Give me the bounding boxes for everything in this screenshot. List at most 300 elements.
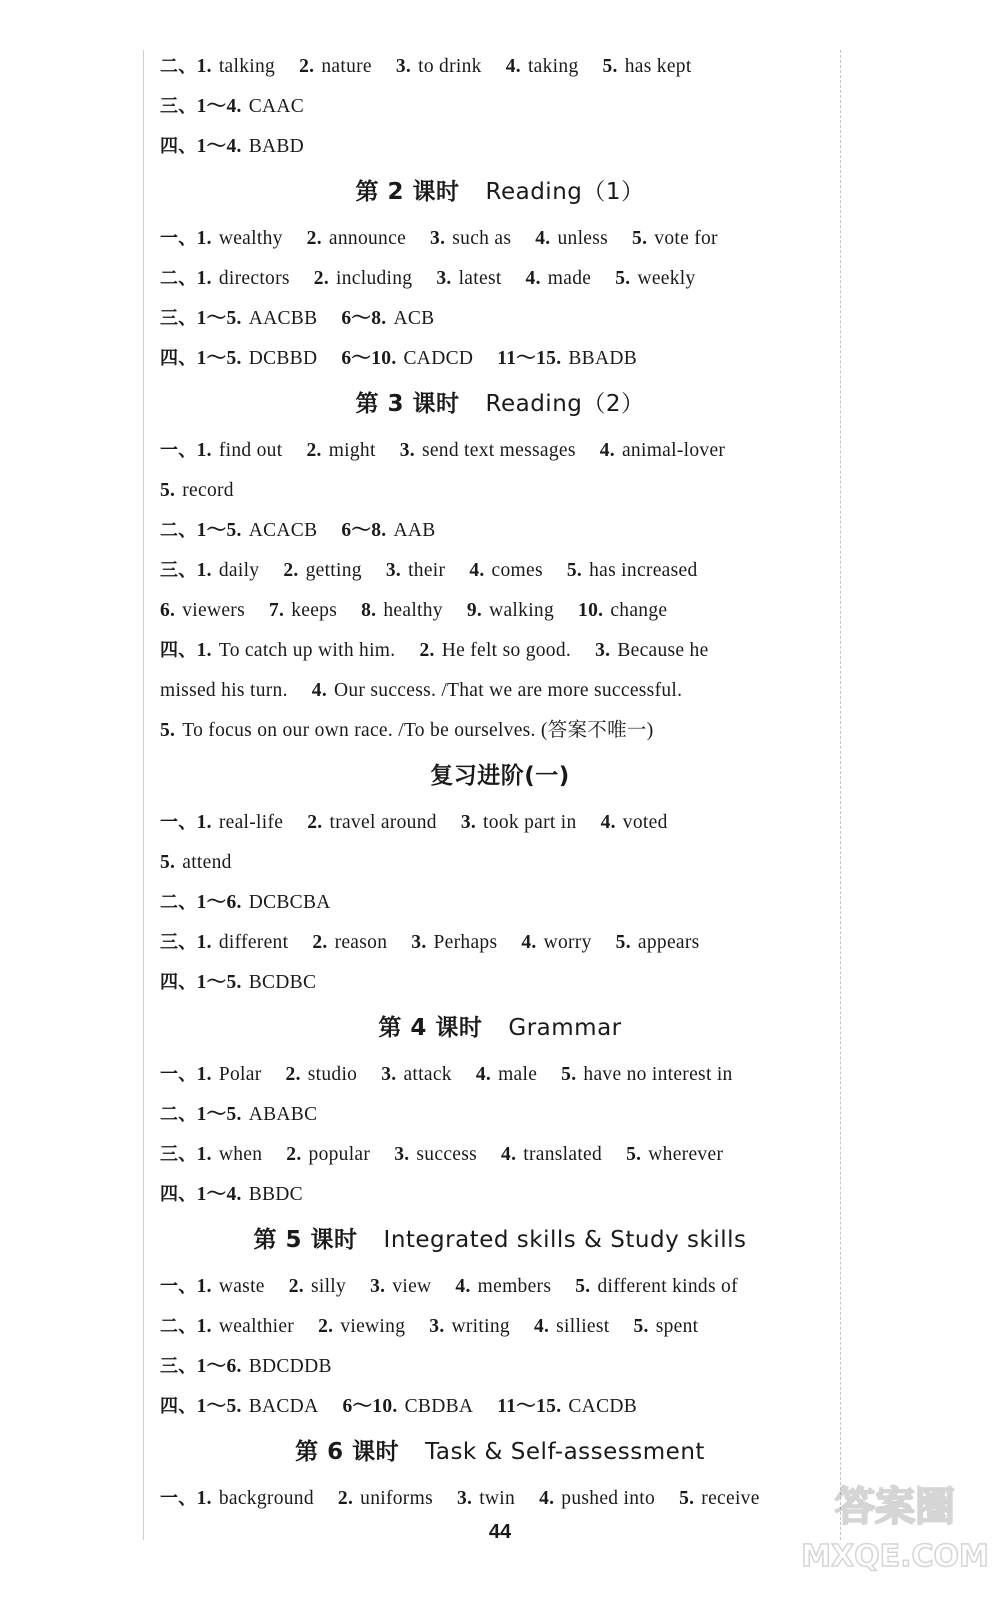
answer-item [197,1394,319,1417]
question-number: 5. [575,1276,591,1297]
lesson-heading [160,1214,840,1266]
answer-item [521,930,591,953]
lesson-heading [160,1426,840,1478]
answer-text: CACDB [568,1396,638,1417]
question-number: 3. [395,56,412,77]
question-number: 5. [679,1488,695,1509]
answer-item [289,1274,346,1297]
answer-text: keeps [291,600,338,621]
answer-key-content [160,46,840,1518]
answer-text: worry [543,932,592,953]
answer-text: vote for [654,228,718,249]
question-number: 4. [469,560,485,581]
answer-item [269,598,337,621]
answer-item [539,1486,655,1509]
question-number: 1. [196,932,212,953]
answer-text: send text messages [421,440,576,461]
answer-text: directors [218,268,290,289]
question-number: 3. [595,640,611,661]
lesson-heading-cn: 第 2 课时 [355,179,460,205]
answer-item [626,1142,723,1165]
watermark-text-bottom: MXQE.COM [801,1539,989,1574]
answer-line [160,590,840,630]
answer-item [561,1062,732,1085]
answer-text: daily [218,560,260,581]
answer-item [160,598,245,621]
question-number: 1～5. [196,972,242,993]
question-number: 1～4. [196,1184,242,1205]
lesson-heading-en: Grammar [508,1015,622,1041]
answer-item [197,266,290,289]
question-number: 5. [626,1144,642,1165]
question-number: 5. [566,560,583,581]
answer-line [160,882,840,922]
question-number: 1. [196,560,212,581]
answer-line [160,1386,840,1426]
answer-item [616,930,700,953]
answer-text: AACBB [248,308,318,329]
answer-line [160,550,840,590]
question-number: 10. [578,600,604,621]
answer-item [312,930,387,953]
answer-line [160,430,840,470]
answer-item [197,1062,262,1085]
question-number: 3. [385,560,402,581]
question-number: 2. [306,228,322,249]
question-number: 5. [632,228,648,249]
answer-item [370,1274,431,1297]
answer-item [306,438,375,461]
answer-item [197,1102,318,1125]
answer-line [160,126,840,166]
question-number: 3. [456,1488,473,1509]
answer-item [634,1314,699,1337]
answer-text: to drink [418,56,482,77]
answer-text: made [547,268,592,289]
answer-text: change [610,600,668,621]
question-number: 4. [599,440,615,461]
answer-text: viewing [340,1316,406,1337]
answer-text: silliest [556,1316,610,1337]
answer-item [197,1486,314,1509]
answer-line [160,962,840,1002]
answer-item [603,54,692,77]
answer-item [318,1314,405,1337]
question-number: 11～15. [497,348,562,369]
question-number: 3. [429,1316,445,1337]
question-number: 6～10. [342,1396,398,1417]
answer-item [197,438,283,461]
question-number: 5. [160,480,176,501]
answer-text: talking [218,56,276,77]
section-marker: 一、 [160,1064,197,1085]
right-margin-rule [840,50,841,1540]
answer-text: Our success. /That we are more successful. [334,680,683,701]
answer-text: their [408,560,446,581]
answer-text: might [328,440,376,461]
answer-text: BCDBC [248,972,317,993]
answer-item [341,306,434,329]
answer-text: missed his turn. [160,680,288,701]
answer-item [197,1314,294,1337]
answer-text: unless [557,228,609,249]
watermark-logo [800,1468,990,1578]
answer-item [197,558,260,581]
section-marker: 四、 [160,348,197,369]
question-number: 7. [268,600,285,621]
answer-text: DCBCBA [248,892,331,913]
answer-text: viewers [182,600,245,621]
answer-item [411,930,497,953]
answer-item [307,810,437,833]
lesson-heading [160,1002,840,1054]
section-marker: 三、 [160,932,197,953]
answer-line [160,1306,840,1346]
section-marker: 二、 [160,1104,197,1125]
question-number: 5. [160,852,176,873]
question-number: 1. [196,228,212,249]
answer-text: view [392,1276,432,1297]
lesson-heading-cn: 第 6 课时 [295,1439,400,1465]
answer-item [341,518,435,541]
question-number: 2. [307,812,323,833]
question-number: 6～8. [341,308,387,329]
question-number: 1～6. [196,1356,242,1377]
question-number: 2. [306,440,322,461]
question-number: 4. [533,1316,550,1337]
answer-text: DCBBD [248,348,318,369]
question-number: 3. [370,1276,386,1297]
answer-item [197,306,318,329]
question-number: 6～10. [341,348,397,369]
answer-text: CADCD [403,348,474,369]
question-number: 1～5. [196,520,242,541]
answer-text: receive [701,1488,760,1509]
answer-item [469,558,543,581]
answer-text: walking [489,600,555,621]
question-number: 4. [521,932,537,953]
section-marker: 二、 [160,892,197,913]
answer-item [679,1486,760,1509]
answer-text: He felt so good. [441,640,572,661]
answer-text: Polar [218,1064,262,1085]
answer-text: getting [305,560,362,581]
answer-item [197,890,331,913]
question-number: 1. [196,1276,212,1297]
answer-text: ABABC [248,1104,318,1125]
answer-line [160,86,840,126]
answer-text: translated [523,1144,603,1165]
answer-item [506,54,579,77]
answer-line [160,1174,840,1214]
answer-item [419,638,571,661]
question-number: 5. [561,1064,577,1085]
question-number: 1. [196,1144,212,1165]
question-number: 6. [160,600,176,621]
question-number: 3. [436,268,452,289]
answer-item [430,226,511,249]
answer-text: BDCDDB [248,1356,332,1377]
lesson-heading-en: Reading（1） [485,179,645,205]
question-number: 2. [299,56,315,77]
answer-text: appears [637,932,700,953]
answer-text: have no interest in [583,1064,733,1085]
left-margin-rule [143,50,144,1540]
answer-text: different kinds of [597,1276,738,1297]
lesson-heading [160,166,840,218]
answer-text: nature [321,56,372,77]
section-marker: 一、 [160,228,197,249]
question-number: 8. [361,600,377,621]
question-number: 1～5. [196,348,242,369]
lesson-heading-en: Reading（2） [485,391,645,417]
answer-item [615,266,695,289]
answer-item [467,598,554,621]
question-number: 2. [312,932,328,953]
answer-item [567,558,698,581]
section-marker: 四、 [160,972,197,993]
answer-item [632,226,718,249]
question-number: 2. [285,1064,301,1085]
question-number: 1～5. [196,1396,242,1417]
answer-item [601,810,668,833]
answer-item [455,1274,551,1297]
answer-text: real-life [218,812,284,833]
answer-item [312,678,683,701]
question-number: 1～5. [196,308,242,329]
answer-text: spent [655,1316,699,1337]
answer-text: when [218,1144,263,1165]
answer-text: ACACB [248,520,318,541]
answer-item [197,518,318,541]
answer-text: BBADB [568,348,638,369]
question-number: 4. [535,228,551,249]
question-number: 2. [313,268,329,289]
section-marker: 二、 [160,56,197,77]
answer-item [436,266,501,289]
answer-text: BABD [248,136,305,157]
answer-item [314,266,413,289]
answer-line [160,922,840,962]
question-number: 5. [633,1316,649,1337]
question-number: 2. [288,1276,304,1297]
question-number: 4. [505,56,521,77]
question-number: 1. [196,812,212,833]
question-number: 5. [160,720,176,741]
question-number: 3. [411,932,427,953]
answer-text: writing [451,1316,510,1337]
answer-item [534,1314,610,1337]
answer-line [160,1346,840,1386]
answer-text: record [182,480,234,501]
answer-item [160,718,654,741]
question-number: 1～4. [196,96,242,117]
answer-line [160,46,840,86]
answer-line [160,630,840,670]
section-marker: 二、 [160,520,197,541]
answer-line [160,670,840,710]
lesson-heading-cn: 复习进阶(一) [430,763,570,789]
section-marker: 三、 [160,560,197,581]
answer-text: healthy [383,600,443,621]
answer-text: has kept [624,56,692,77]
answer-text: animal-lover [621,440,726,461]
answer-item [381,1062,452,1085]
question-number: 4. [539,1488,555,1509]
answer-text: wherever [648,1144,724,1165]
question-number: 1. [196,1064,212,1085]
answer-line [160,470,840,510]
answer-item [394,1142,477,1165]
section-marker: 四、 [160,1184,197,1205]
answer-text: ACB [393,308,435,329]
answer-line [160,1266,840,1306]
answer-text: To focus on our own race. /To be ourselves. (答案不唯一) [182,720,654,741]
question-number: 2. [283,560,299,581]
answer-line [160,1094,840,1134]
answer-item [283,558,362,581]
page-number: 44 [488,1521,512,1543]
question-number: 2. [318,1316,334,1337]
answer-text: popular [308,1144,371,1165]
answer-item [197,810,284,833]
answer-text: latest [458,268,502,289]
answer-item [535,226,608,249]
lesson-heading-en: Task & Self-assessment [425,1439,705,1465]
question-number: 1. [196,1488,212,1509]
answer-text: success [416,1144,478,1165]
answer-text: members [477,1276,552,1297]
section-marker: 三、 [160,1144,197,1165]
answer-line [160,802,840,842]
question-number: 1. [196,268,212,289]
answer-item [197,226,283,249]
answer-item [160,678,288,701]
answer-item [197,94,304,117]
answer-item [361,598,443,621]
answer-line [160,1054,840,1094]
section-marker: 四、 [160,1396,197,1417]
answer-line [160,1478,840,1518]
answer-line [160,1134,840,1174]
question-number: 11～15. [497,1396,562,1417]
answer-text: find out [218,440,283,461]
lesson-heading [160,378,840,430]
question-number: 5. [615,932,631,953]
question-number: 1. [196,640,212,661]
answer-item [197,1354,332,1377]
answer-text: travel around [329,812,437,833]
answer-item [197,134,304,157]
answer-item [286,1062,358,1085]
answer-text: comes [491,560,543,581]
question-number: 5. [615,268,631,289]
answer-line [160,842,840,882]
answer-text: including [336,268,413,289]
answer-item [197,1182,303,1205]
section-marker: 二、 [160,268,197,289]
answer-item [400,438,576,461]
section-marker: 一、 [160,1276,197,1297]
question-number: 4. [501,1144,517,1165]
answer-text: male [498,1064,538,1085]
answer-text: uniforms [360,1488,433,1509]
answer-text: such as [452,228,512,249]
lesson-heading-en: Integrated skills & Study skills [383,1227,747,1253]
answer-item [476,1062,537,1085]
answer-item [429,1314,510,1337]
question-number: 4. [455,1276,471,1297]
answer-item [307,226,406,249]
section-marker: 一、 [160,440,197,461]
answer-item [197,970,317,993]
answer-text: voted [622,812,668,833]
question-number: 3. [381,1064,397,1085]
lesson-heading-cn: 第 5 课时 [253,1227,358,1253]
answer-item [286,1142,370,1165]
section-marker: 四、 [160,136,197,157]
answer-item [575,1274,738,1297]
answer-line [160,258,840,298]
answer-text: wealthier [218,1316,295,1337]
answer-line [160,510,840,550]
answer-line [160,218,840,258]
answer-text: different [218,932,289,953]
lesson-heading-cn: 第 4 课时 [378,1015,483,1041]
answer-text: has increased [589,560,698,581]
answer-text: announce [328,228,407,249]
answer-text: pushed into [561,1488,656,1509]
question-number: 1. [196,440,212,461]
answer-text: silly [310,1276,347,1297]
section-marker: 三、 [160,96,197,117]
answer-item [197,1274,265,1297]
answer-text: taking [527,56,579,77]
section-marker: 一、 [160,1488,197,1509]
answer-text: attack [403,1064,452,1085]
answer-text: attend [182,852,232,873]
question-number: 1. [196,1316,212,1337]
question-number: 5. [602,56,618,77]
answer-item [396,54,482,77]
answer-text: BBDC [248,1184,303,1205]
answer-item [338,1486,433,1509]
answer-text: weekly [637,268,696,289]
question-number: 3. [460,812,477,833]
answer-item [342,1394,473,1417]
lesson-heading-cn: 第 3 课时 [355,391,460,417]
answer-item [160,478,234,501]
question-number: 1～5. [196,1104,242,1125]
answer-item [600,438,725,461]
answer-item [457,1486,515,1509]
answer-text: To catch up with him. [218,640,396,661]
answer-line [160,298,840,338]
question-number: 2. [419,640,435,661]
answer-text: reason [334,932,388,953]
answer-text: Perhaps [433,932,498,953]
answer-item [497,346,637,369]
lesson-heading [160,750,840,802]
question-number: 4. [311,680,327,701]
answer-item [526,266,592,289]
answer-text: AAB [393,520,436,541]
question-number: 4. [600,812,616,833]
question-number: 4. [525,268,541,289]
answer-item [501,1142,602,1165]
question-number: 1～4. [196,136,242,157]
question-number: 3. [399,440,415,461]
